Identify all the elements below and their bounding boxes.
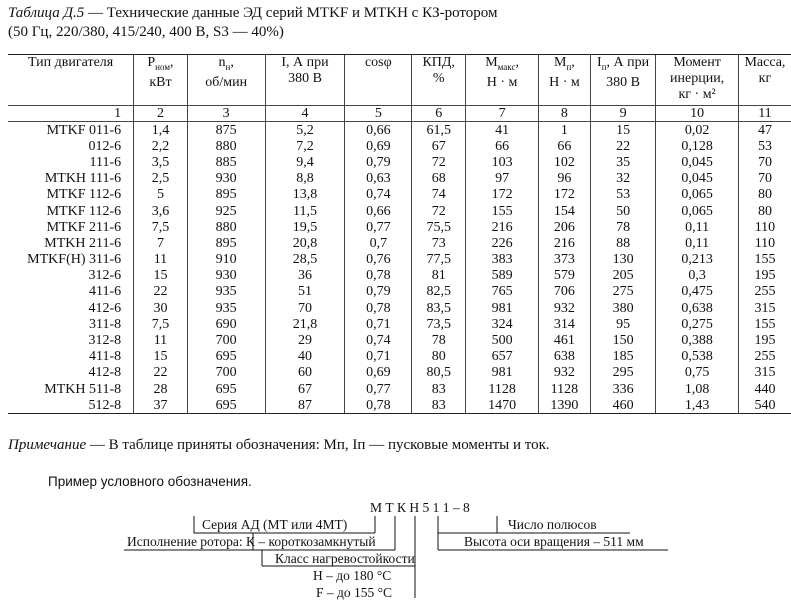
table-cell: 695 bbox=[187, 397, 265, 414]
table-cell: 315 bbox=[738, 300, 791, 316]
table-cell: 383 bbox=[466, 252, 539, 268]
table-cell: 932 bbox=[539, 300, 591, 316]
table-cell: 932 bbox=[539, 365, 591, 381]
table-cell: 638 bbox=[539, 349, 591, 365]
table-cell: 0,74 bbox=[345, 187, 412, 203]
table-cell: 28 bbox=[134, 381, 188, 397]
table-cell: 540 bbox=[738, 397, 791, 414]
table-cell: 83 bbox=[412, 381, 466, 397]
table-cell: 930 bbox=[187, 171, 265, 187]
table-cell: 295 bbox=[590, 365, 656, 381]
table-cell: 51 bbox=[265, 284, 345, 300]
table-cell: 895 bbox=[187, 187, 265, 203]
table-cell: 20,8 bbox=[265, 235, 345, 251]
table-cell: 0,388 bbox=[656, 332, 739, 348]
table-cell: 60 bbox=[265, 365, 345, 381]
table-cell: 2,2 bbox=[134, 138, 188, 154]
table-cell: 37 bbox=[134, 397, 188, 414]
column-number: 3 bbox=[187, 106, 265, 122]
table-cell: 0,63 bbox=[345, 171, 412, 187]
table-cell: 1390 bbox=[539, 397, 591, 414]
table-cell: 460 bbox=[590, 397, 656, 414]
table-cell: MTKF 211-6 bbox=[46, 219, 122, 235]
table-cell: 67 bbox=[412, 138, 466, 154]
table-cell: 925 bbox=[187, 203, 265, 219]
table-cell: 2,5 bbox=[134, 171, 188, 187]
caption-subtitle: (50 Гц, 220/380, 415/240, 400 В, S3 — 40%) bbox=[8, 24, 284, 40]
table-cell: 440 bbox=[738, 381, 791, 397]
column-header: $I_п$, А при 380 В bbox=[590, 55, 656, 106]
table-cell: MTKH 211-6 bbox=[44, 235, 122, 251]
column-number: 6 bbox=[412, 106, 466, 122]
table-cell: MTKF 011-6 bbox=[46, 122, 122, 138]
table-cell: 80 bbox=[738, 203, 791, 219]
table-cell: 41 bbox=[466, 122, 539, 139]
table-cell: 0,71 bbox=[345, 349, 412, 365]
table-cell: 500 bbox=[466, 332, 539, 348]
table-cell: 155 bbox=[738, 252, 791, 268]
column-header: $n_н$, об/мин bbox=[187, 55, 265, 106]
column-number: 7 bbox=[466, 106, 539, 122]
table-cell: 695 bbox=[187, 349, 265, 365]
table-cell: 0,538 bbox=[656, 349, 739, 365]
table-cell: 95 bbox=[590, 316, 656, 332]
table-cell: 5 bbox=[134, 187, 188, 203]
table-cell: 0,66 bbox=[345, 122, 412, 139]
label-heat-class: Класс нагревостойкости bbox=[275, 551, 415, 566]
table-cell: 412-6 bbox=[88, 300, 122, 316]
table-cell: 206 bbox=[539, 219, 591, 235]
table-cell: 895 bbox=[187, 235, 265, 251]
table-cell: 1,08 bbox=[656, 381, 739, 397]
table-cell: 910 bbox=[187, 252, 265, 268]
table-cell: 226 bbox=[466, 235, 539, 251]
table-cell: 324 bbox=[466, 316, 539, 332]
table-cell: 68 bbox=[412, 171, 466, 187]
table-cell: 53 bbox=[590, 187, 656, 203]
table-cell: 935 bbox=[187, 284, 265, 300]
table-cell: 589 bbox=[466, 268, 539, 284]
table-cell: 78 bbox=[590, 219, 656, 235]
table-cell: 80,5 bbox=[412, 365, 466, 381]
table-cell: 9,4 bbox=[265, 154, 345, 170]
table-cell: 185 bbox=[590, 349, 656, 365]
table-cell: 102 bbox=[539, 154, 591, 170]
table-cell: MTKF 112-6 bbox=[46, 187, 122, 203]
table-cell: 1,43 bbox=[656, 397, 739, 414]
label-axis-height: Высота оси вращения – 511 мм bbox=[464, 534, 644, 549]
table-cell: 32 bbox=[590, 171, 656, 187]
table-cell: 981 bbox=[466, 300, 539, 316]
column-number: 2 bbox=[134, 106, 188, 122]
table-cell: 1 bbox=[539, 122, 591, 139]
caption-lead: Таблица Д.5 bbox=[8, 5, 85, 21]
table-cell: 0,065 bbox=[656, 187, 739, 203]
column-header: Тип двигателя bbox=[8, 55, 134, 106]
table-cell: 47 bbox=[738, 122, 791, 139]
table-cell: 155 bbox=[738, 316, 791, 332]
table-cell: 19,5 bbox=[265, 219, 345, 235]
table-cell: 695 bbox=[187, 381, 265, 397]
table-cell: 28,5 bbox=[265, 252, 345, 268]
table-cell: 7,5 bbox=[134, 316, 188, 332]
table-cell: 373 bbox=[539, 252, 591, 268]
table-cell: 130 bbox=[590, 252, 656, 268]
table-cell: 155 bbox=[466, 203, 539, 219]
column-header: $M_п$, Н · м bbox=[539, 55, 591, 106]
table-cell: 700 bbox=[187, 332, 265, 348]
table-cell: 885 bbox=[187, 154, 265, 170]
column-number: 11 bbox=[738, 106, 791, 122]
column-header: Момент инерции, кг · м² bbox=[656, 55, 739, 106]
table-cell: 154 bbox=[539, 203, 591, 219]
table-cell: 78 bbox=[412, 332, 466, 348]
table-cell: 77,5 bbox=[412, 252, 466, 268]
table-cell: 690 bbox=[187, 316, 265, 332]
table-cell: 3,5 bbox=[134, 154, 188, 170]
column-header: $M_{макс}$, Н · м bbox=[466, 55, 539, 106]
table-cell: 935 bbox=[187, 300, 265, 316]
table-cell: 0,78 bbox=[345, 397, 412, 414]
table-cell: 70 bbox=[738, 171, 791, 187]
table-cell: 875 bbox=[187, 122, 265, 139]
table-cell: 311-8 bbox=[89, 316, 122, 332]
column-number: 5 bbox=[345, 106, 412, 122]
column-number: 1 bbox=[8, 106, 134, 122]
table-cell: 0,79 bbox=[345, 154, 412, 170]
table-cell: 15 bbox=[134, 268, 188, 284]
table-cell: 411-8 bbox=[89, 349, 122, 365]
table-cell: 87 bbox=[265, 397, 345, 414]
table-cell: 0,71 bbox=[345, 316, 412, 332]
table-cell: 7,2 bbox=[265, 138, 345, 154]
table-cell: 1128 bbox=[539, 381, 591, 397]
table-cell: 336 bbox=[590, 381, 656, 397]
table-cell: 0,02 bbox=[656, 122, 739, 139]
table-cell: 0,66 bbox=[345, 203, 412, 219]
column-number: 9 bbox=[590, 106, 656, 122]
table-cell: 73 bbox=[412, 235, 466, 251]
table-cell: 22 bbox=[134, 365, 188, 381]
table-cell: 700 bbox=[187, 365, 265, 381]
table-cell: 461 bbox=[539, 332, 591, 348]
table-cell: 103 bbox=[466, 154, 539, 170]
table-cell: 1,4 bbox=[134, 122, 188, 139]
table-cell: 930 bbox=[187, 268, 265, 284]
table-cell: 15 bbox=[590, 122, 656, 139]
column-number: 8 bbox=[539, 106, 591, 122]
table-cell: 0,128 bbox=[656, 138, 739, 154]
table-cell: MTKH 511-8 bbox=[44, 381, 122, 397]
table-cell: 0,69 bbox=[345, 138, 412, 154]
table-cell: 275 bbox=[590, 284, 656, 300]
table-cell: 35 bbox=[590, 154, 656, 170]
table-cell: 74 bbox=[412, 187, 466, 203]
table-cell: MTKH 111-6 bbox=[44, 171, 122, 187]
table-cell: 0,213 bbox=[656, 252, 739, 268]
table-cell: 657 bbox=[466, 349, 539, 365]
table-cell: 40 bbox=[265, 349, 345, 365]
table-cell: 195 bbox=[738, 268, 791, 284]
table-cell: 411-6 bbox=[89, 284, 122, 300]
table-cell: 314 bbox=[539, 316, 591, 332]
table-cell: 11 bbox=[134, 332, 188, 348]
column-number: 10 bbox=[656, 106, 739, 122]
table-cell: 7,5 bbox=[134, 219, 188, 235]
table-cell: 110 bbox=[738, 219, 791, 235]
table-cell: 81 bbox=[412, 268, 466, 284]
table-cell: 880 bbox=[187, 138, 265, 154]
table-cell: 312-6 bbox=[88, 268, 122, 284]
table-cell: 30 bbox=[134, 300, 188, 316]
table-cell: 66 bbox=[539, 138, 591, 154]
column-header: КПД, % bbox=[412, 55, 466, 106]
table-cell: 150 bbox=[590, 332, 656, 348]
column-header: I, А при 380 В bbox=[265, 55, 345, 106]
table-cell: 7 bbox=[134, 235, 188, 251]
table-cell: 765 bbox=[466, 284, 539, 300]
table-cell: 96 bbox=[539, 171, 591, 187]
table-cell: 216 bbox=[466, 219, 539, 235]
table-cell: 0,77 bbox=[345, 219, 412, 235]
table-cell: 82,5 bbox=[412, 284, 466, 300]
table-cell: 0,3 bbox=[656, 268, 739, 284]
table-cell: 70 bbox=[265, 300, 345, 316]
table-cell: 13,8 bbox=[265, 187, 345, 203]
table-cell: 15 bbox=[134, 349, 188, 365]
table-cell: 66 bbox=[466, 138, 539, 154]
table-cell: 0,638 bbox=[656, 300, 739, 316]
table-cell: 315 bbox=[738, 365, 791, 381]
column-header: $Р_{ном}$, кВт bbox=[134, 55, 188, 106]
table-cell: 0,76 bbox=[345, 252, 412, 268]
table-cell: 880 bbox=[187, 219, 265, 235]
table-cell: 312-8 bbox=[88, 333, 122, 349]
table-cell: 50 bbox=[590, 203, 656, 219]
table-cell: 0,74 bbox=[345, 332, 412, 348]
caption-title: — Технические данные ЭД серий MTKF и MTKH с КЗ-ротором bbox=[84, 5, 498, 21]
table-cell: 11 bbox=[134, 252, 188, 268]
note-lead: Примечание bbox=[8, 437, 87, 453]
table-cell: 981 bbox=[466, 365, 539, 381]
table-cell: 83 bbox=[412, 397, 466, 414]
table-cell: 110 bbox=[738, 235, 791, 251]
table-cell: 29 bbox=[265, 332, 345, 348]
table-cell: 22 bbox=[134, 284, 188, 300]
table-cell: 706 bbox=[539, 284, 591, 300]
table-cell: 21,8 bbox=[265, 316, 345, 332]
table-cell: 0,045 bbox=[656, 154, 739, 170]
table-cell: 36 bbox=[265, 268, 345, 284]
table-cell: 0,7 bbox=[345, 235, 412, 251]
column-header: Масса, кг bbox=[738, 55, 791, 106]
table-cell: 0,78 bbox=[345, 268, 412, 284]
table-cell: 3,6 bbox=[134, 203, 188, 219]
example-title: Пример условного обозначения. bbox=[48, 474, 252, 489]
table-cell: 11,5 bbox=[265, 203, 345, 219]
table-cell: 0,77 bbox=[345, 381, 412, 397]
table-cell: 216 bbox=[539, 235, 591, 251]
table-cell: 70 bbox=[738, 154, 791, 170]
table-cell: 75,5 bbox=[412, 219, 466, 235]
table-cell: 579 bbox=[539, 268, 591, 284]
table-cell: 512-8 bbox=[8, 397, 134, 414]
label-class-f: F – до 155 °С bbox=[316, 585, 393, 600]
table-cell: 1470 bbox=[466, 397, 539, 414]
table-cell: 0,11 bbox=[656, 219, 739, 235]
table-cell: 83,5 bbox=[412, 300, 466, 316]
table-cell: 72 bbox=[412, 203, 466, 219]
table-cell: 255 bbox=[738, 284, 791, 300]
table-cell: 73,5 bbox=[412, 316, 466, 332]
table-cell: 0,69 bbox=[345, 365, 412, 381]
table-cell: 80 bbox=[738, 187, 791, 203]
table-cell: 205 bbox=[590, 268, 656, 284]
table-cell: 0,475 bbox=[656, 284, 739, 300]
table-cell: MTKF 112-6 bbox=[46, 203, 122, 219]
table-cell: 172 bbox=[466, 187, 539, 203]
table-cell: 61,5 bbox=[412, 122, 466, 139]
table-cell: 0,045 bbox=[656, 171, 739, 187]
table-cell: 22 bbox=[590, 138, 656, 154]
table-cell: 0,275 bbox=[656, 316, 739, 332]
label-poles: Число полюсов bbox=[508, 517, 597, 532]
note-text: — В таблице приняты обозначения: Мп, Iп — пусковые моменты и ток. bbox=[86, 437, 550, 453]
table-cell: 80 bbox=[412, 349, 466, 365]
table-cell: 255 bbox=[738, 349, 791, 365]
table-cell: 380 bbox=[590, 300, 656, 316]
column-number: 4 bbox=[265, 106, 345, 122]
label-rotor: Исполнение ротора: К – короткозамкнутый bbox=[127, 534, 376, 549]
table-cell: 195 bbox=[738, 332, 791, 348]
table-cell: 0,75 bbox=[656, 365, 739, 381]
table-cell: 97 bbox=[466, 171, 539, 187]
table-cell: MTKF(H) 311-6 bbox=[27, 252, 122, 268]
table-cell: 88 bbox=[590, 235, 656, 251]
table-cell: 53 bbox=[738, 138, 791, 154]
table-cell: 0,78 bbox=[345, 300, 412, 316]
column-header: cosφ bbox=[345, 55, 412, 106]
table-cell: 72 bbox=[412, 154, 466, 170]
table-cell: 67 bbox=[265, 381, 345, 397]
table-cell: 1128 bbox=[466, 381, 539, 397]
table-cell: 0,11 bbox=[656, 235, 739, 251]
table-cell: 0,065 bbox=[656, 203, 739, 219]
table-cell: 5,2 bbox=[265, 122, 345, 139]
label-class-h: Н – до 180 °С bbox=[313, 568, 392, 583]
label-series: Серия АД (МТ или 4МТ) bbox=[202, 517, 348, 532]
table-cell: 8,8 bbox=[265, 171, 345, 187]
table-cell: 412-8 bbox=[88, 365, 122, 381]
table-cell: 012-6 bbox=[88, 138, 122, 154]
table-cell: 111-6 bbox=[89, 154, 122, 170]
designation-code: М Т К Н 5 1 1 – 8 bbox=[370, 500, 470, 515]
table-cell: 172 bbox=[539, 187, 591, 203]
table-cell: 0,79 bbox=[345, 284, 412, 300]
